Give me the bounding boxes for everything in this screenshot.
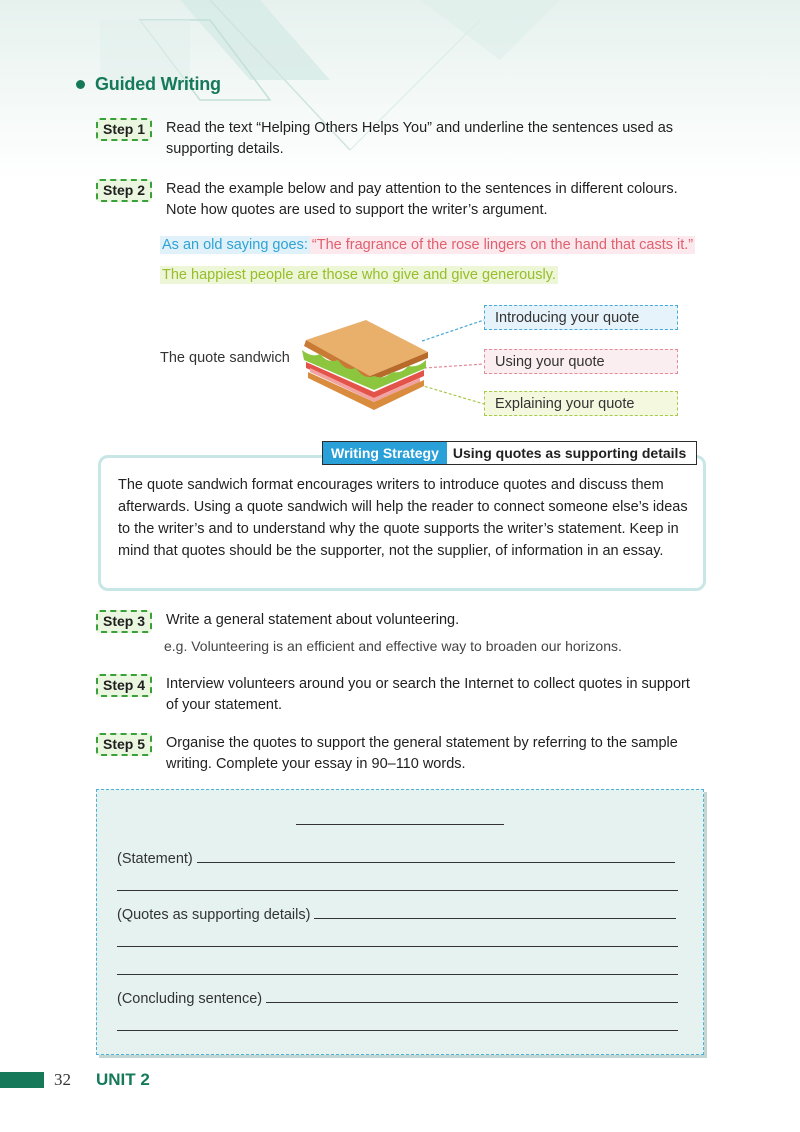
footer-bar bbox=[0, 1072, 44, 1088]
sandwich-label: The quote sandwich bbox=[160, 350, 290, 366]
quote-intro: As an old saying goes: bbox=[162, 237, 308, 253]
step-3 bbox=[96, 610, 706, 633]
step-badge: Step 4 bbox=[96, 674, 152, 697]
step-text: Read the example below and pay attention to the sentences in different colours. Note how quotes are used to support the writer’s argument. bbox=[166, 181, 678, 218]
step-5 bbox=[96, 733, 706, 775]
step-text: Write a general statement about volunteering. bbox=[166, 612, 460, 628]
quote-text: “The fragrance of the rose lingers on the hand that casts it.” bbox=[311, 237, 694, 253]
writing-strategy-tab bbox=[322, 441, 697, 465]
step-badge: Step 3 bbox=[96, 610, 152, 633]
use-quote-box: Using your quote bbox=[484, 349, 678, 374]
step-badge: Step 1 bbox=[96, 118, 152, 141]
sandwich-icon bbox=[296, 314, 436, 412]
intro-quote-box: Introducing your quote bbox=[484, 305, 678, 330]
statement-label: (Statement) bbox=[117, 851, 193, 867]
concluding-field[interactable] bbox=[117, 988, 678, 1007]
statement-field[interactable] bbox=[117, 848, 675, 867]
writing-line[interactable] bbox=[117, 876, 678, 895]
explain-quote-box: Explaining your quote bbox=[484, 391, 678, 416]
strategy-text: The quote sandwich format encourages writers to introduce quotes and discuss them afterwards. Using a quote sandwich will help the reader to connect someone else’s ideas to the writer’s and to understand why the quote supports the writer’s statement. Keep in mind that quotes should be the supporter, not the supplier, of information in an essay. bbox=[118, 477, 688, 559]
step-3-example: e.g. Volunteering is an efficient and effective way to broaden our horizons. bbox=[164, 638, 622, 654]
step-4 bbox=[96, 674, 706, 716]
quotes-label: (Quotes as supporting details) bbox=[117, 907, 311, 923]
writing-line[interactable] bbox=[117, 1016, 678, 1035]
strategy-label: Writing Strategy bbox=[323, 442, 447, 464]
step-text: Organise the quotes to support the general statement by referring to the sample writing. Complete your essay in 90–110 words. bbox=[166, 735, 678, 772]
quote-explanation: The happiest people are those who give and give generously. bbox=[162, 267, 556, 283]
step-text: Interview volunteers around you or search the Internet to collect quotes in support of your statement. bbox=[166, 676, 690, 713]
step-badge: Step 5 bbox=[96, 733, 152, 756]
section-title: Guided Writing bbox=[95, 74, 221, 94]
page-number: 32 bbox=[54, 1070, 71, 1089]
step-text: Read the text “Helping Others Helps You” and underline the sentences used as supporting details. bbox=[166, 120, 674, 157]
quotes-field[interactable] bbox=[117, 904, 676, 923]
step-badge: Step 2 bbox=[96, 179, 152, 202]
title-field[interactable] bbox=[296, 810, 504, 829]
unit-label: UNIT 2 bbox=[96, 1070, 150, 1089]
writing-line[interactable] bbox=[117, 932, 678, 951]
concluding-label: (Concluding sentence) bbox=[117, 991, 263, 1007]
strategy-title: Using quotes as supporting details bbox=[452, 445, 687, 461]
writing-line[interactable] bbox=[117, 960, 678, 979]
